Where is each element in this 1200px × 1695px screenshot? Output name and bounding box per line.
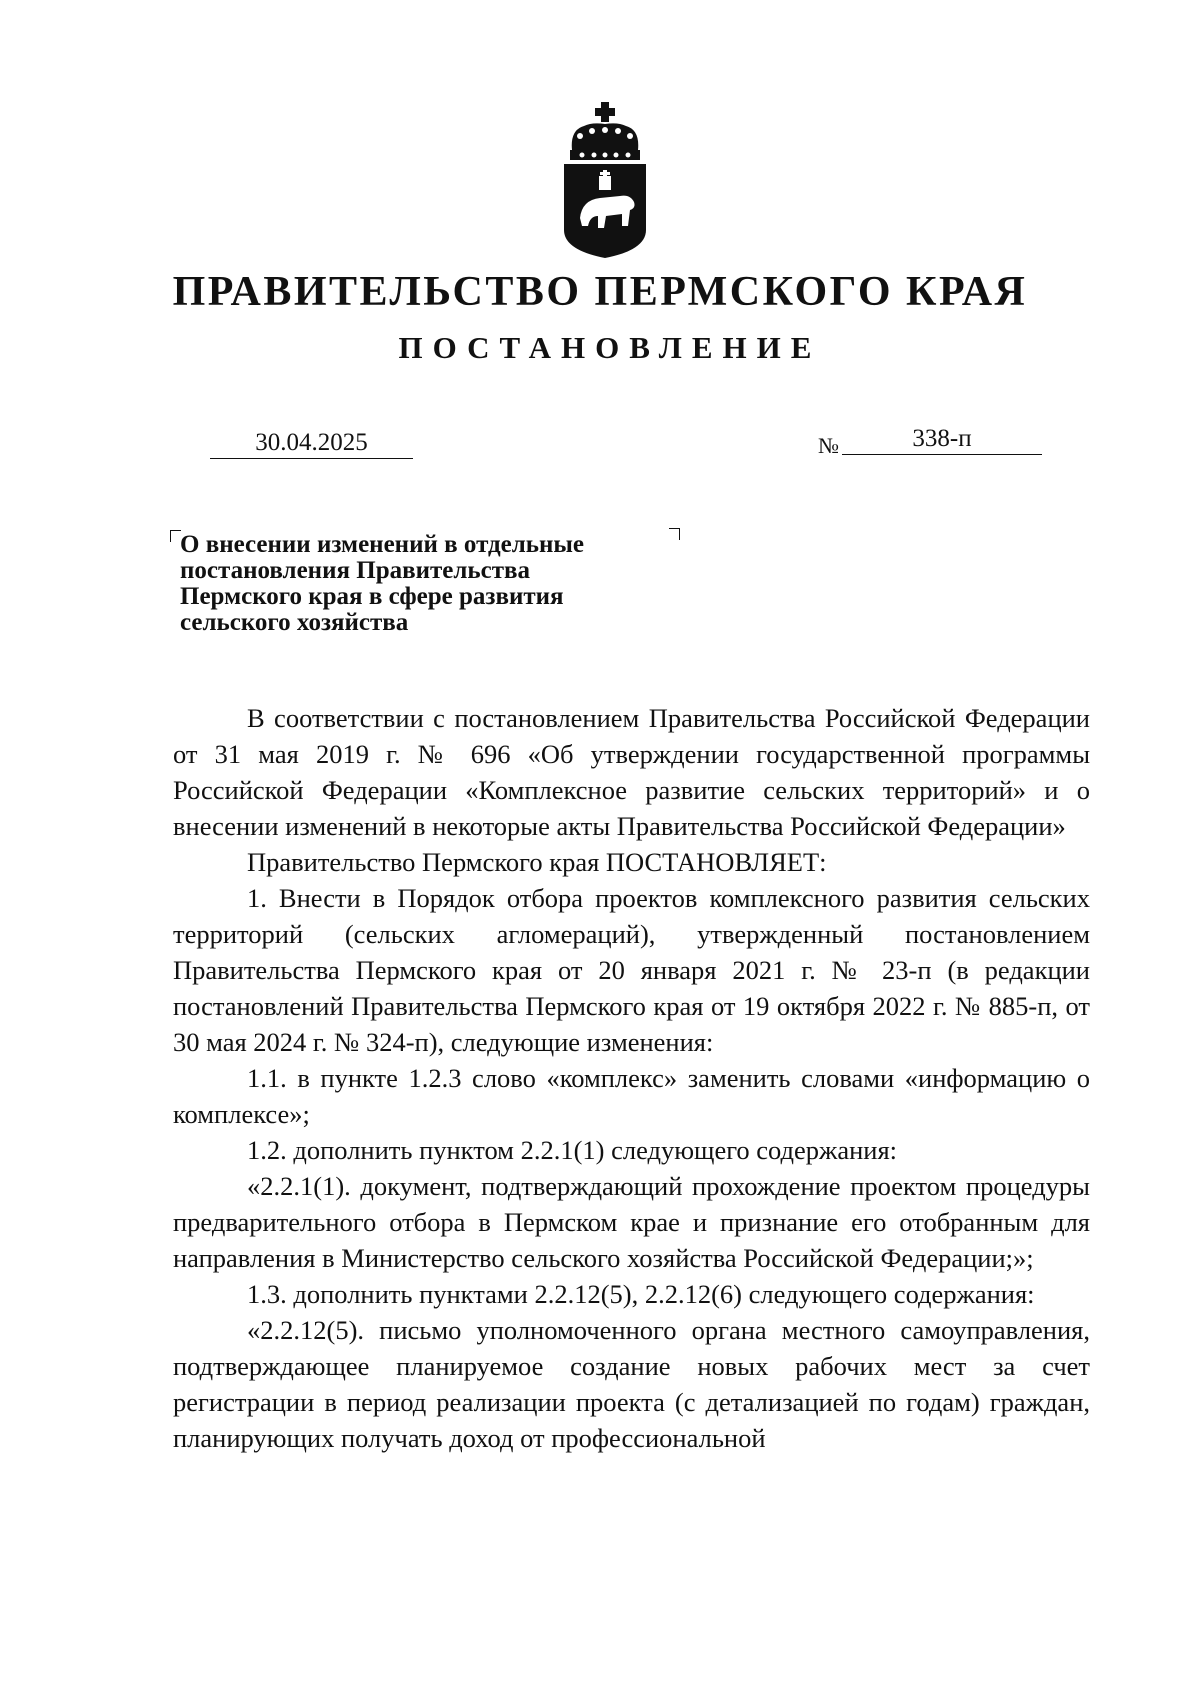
document-date: 30.04.2025 (210, 428, 413, 459)
paragraph-quote-2-2-1-1: «2.2.1(1). документ, подтверждающий прохождение проектом процедуры предварительного отбора в Пермском крае и признание его отобранным для направления в Министерство сельского хозяйства Российской Федерации;»; (173, 1171, 1090, 1273)
subject-line: О внесении изменений в отдельные (180, 531, 585, 558)
government-title: ПРАВИТЕЛЬСТВО ПЕРМСКОГО КРАЯ (172, 269, 1028, 315)
paragraph-item-1-2: 1.2. дополнить пунктом 2.2.1(1) следующего содержания: (247, 1135, 898, 1165)
document-body (173, 700, 1090, 1456)
document-type: ПОСТАНОВЛЕНИЕ (398, 330, 822, 365)
perm-krai-coat-of-arms-icon (562, 100, 648, 260)
document-subject (180, 532, 700, 636)
subject-line: Пермского края в сфере развития (180, 583, 564, 610)
subject-line: постановления Правительства (180, 557, 530, 584)
paragraph-preamble: В соответствии с постановлением Правительства Российской Федерации от 31 мая 2019 г. № 696 «Об утверждении государственной программы Российской Федерации «Комплексное развитие сельских территорий» и о внесении изменений в некоторые акты Правительства Российской Федерации» (173, 703, 1090, 841)
paragraph-item-1: 1. Внести в Порядок отбора проектов комплексного развития сельских территорий (сельских агломераций), утвержденный постановлением Правительства Пермского края от 20 января 2021 г. № 23-п (в редакции постановлений Правительства Пермского края от 19 октября 2022 г. № 885-п, от 30 мая 2024 г. № 324-п), следующие изменения: (173, 883, 1090, 1057)
number-sign: № (818, 433, 839, 458)
paragraph-item-1-1: 1.1. в пункте 1.2.3 слово «комплекс» заменить словами «информацию о комплексе»; (173, 1063, 1090, 1129)
paragraph-quote-2-2-12-5: «2.2.12(5). письмо уполномоченного органа местного самоуправления, подтверждающее планируемое создание новых рабочих мест за счет регистрации в период реализации проекта (с детализацией по годам) граждан, планирующих получать доход от профессиональной (173, 1315, 1090, 1453)
document-number: 338-п (842, 424, 1042, 455)
paragraph-resolves: Правительство Пермского края ПОСТАНОВЛЯЕТ: (247, 847, 827, 877)
subject-line: сельского хозяйства (180, 609, 409, 636)
paragraph-item-1-3: 1.3. дополнить пунктами 2.2.12(5), 2.2.12(6) следующего содержания: (247, 1279, 1035, 1309)
